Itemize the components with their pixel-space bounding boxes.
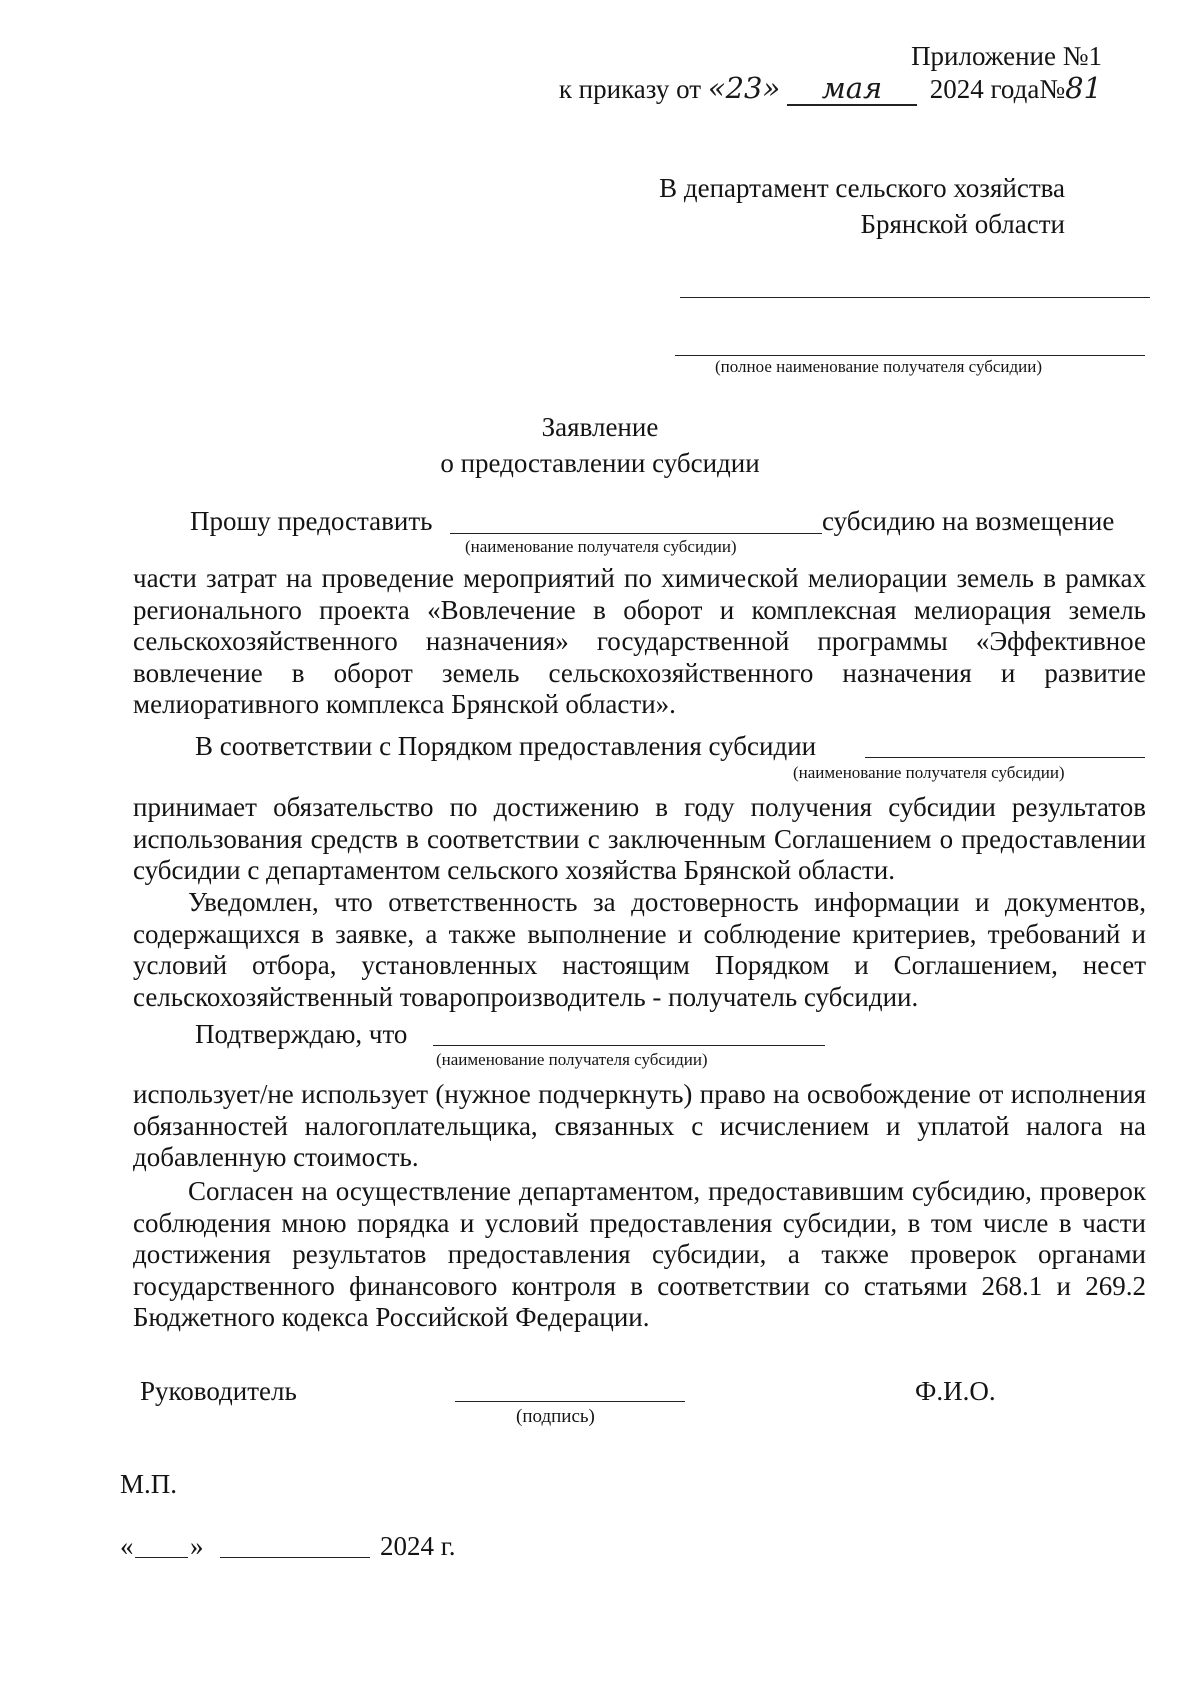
para1-lead: Прошу предоставить [190, 506, 433, 536]
para1-tail: субсидию на возмещение [822, 506, 1115, 536]
para4-caption: (наименование получателя субсидии) [436, 1050, 708, 1069]
para1-body: части затрат на проведение мероприятий по химической мелиорации земель в рамках регионального проекта «Вовлечение в оборот и комплексная мелиорация земель сельскохозяйственного назначения» государственной программы «Эффективное вовлечение в оборот земель сельскохозяйственного назначения и развитие мелиоративного комплекса Брянской области». [133, 563, 1146, 719]
document-title [0, 409, 1200, 481]
order-reference [559, 72, 1102, 106]
handwritten-number: 81 [1065, 71, 1102, 105]
para1-blank [450, 533, 822, 534]
handwritten-day: «23» [707, 71, 781, 105]
recipient-name-line-1 [680, 297, 1150, 298]
title-line-1: Заявление [541, 412, 659, 442]
addressee-line-1: В департамент сельского хозяйства [659, 173, 1065, 203]
para1-caption: (наименование получателя субсидии) [465, 537, 737, 556]
para2-lead: В соответствии с Порядком предоставления субсидии [195, 731, 817, 761]
signature-caption: (подпись) [516, 1406, 595, 1427]
date-year: 2024 г. [380, 1531, 456, 1561]
handwritten-month: мая [787, 72, 917, 106]
para4-body: использует/не использует (нужное подчеркнуть) право на освобождение от исполнения обязанностей налогоплательщика, связанных с исчислением и уплатой налога на добавленную стоимость. [133, 1079, 1146, 1172]
signature-fio: Ф.И.О. [915, 1376, 996, 1406]
recipient-caption: (полное наименование получателя субсидии) [715, 357, 1043, 376]
appendix-title: Приложение №1 [911, 41, 1102, 71]
para4-lead: Подтверждаю, что [195, 1019, 408, 1049]
date-day-blank [135, 1557, 188, 1558]
addressee-line-2: Брянской области [860, 209, 1065, 239]
para5-body: Согласен на осуществление департаментом, предоставившим субсидию, проверок соблюдения мною порядка и условий предоставления субсидии, в том числе в части достижения результатов предоставления субсидии, а также проверок органами государственного финансового контроля в соответствии со статьями 268.1 и 269.2 Бюджетного кодекса Российской Федерации. [133, 1176, 1146, 1332]
para4-blank [433, 1045, 825, 1046]
order-year: 2024 года [929, 74, 1040, 104]
para2-caption: (наименование получателя субсидии) [793, 763, 1065, 782]
title-line-2: о предоставлении субсидии [440, 448, 760, 478]
para2-body: принимает обязательство по достижению в году получения субсидии результатов использования средств в соответствии с заключенным Соглашением о предоставлении субсидии с департаментом сельского хозяйства Брянской области. [133, 792, 1146, 885]
date-close-quote: » [190, 1531, 204, 1561]
number-prefix: № [1039, 74, 1066, 104]
order-prefix: к приказу от [558, 74, 702, 104]
para3-body: Уведомлен, что ответственность за достоверность информации и документов, содержащихся в заявке, а также выполнение и соблюдение критериев, требований и условий отбора, установленных настоящим Порядком и Соглашением, несет сельскохозяйственный товаропроизводитель - получатель субсидии. [133, 887, 1146, 1012]
signature-line [455, 1401, 685, 1402]
para2-blank [865, 757, 1145, 758]
appendix-header [559, 40, 1102, 106]
addressee-block [659, 170, 1065, 242]
recipient-name-line-2 [675, 355, 1145, 356]
stamp-placeholder: М.П. [120, 1469, 178, 1499]
signature-role: Руководитель [140, 1376, 297, 1406]
date-month-blank [220, 1557, 370, 1558]
date-open-quote: « [120, 1531, 134, 1561]
